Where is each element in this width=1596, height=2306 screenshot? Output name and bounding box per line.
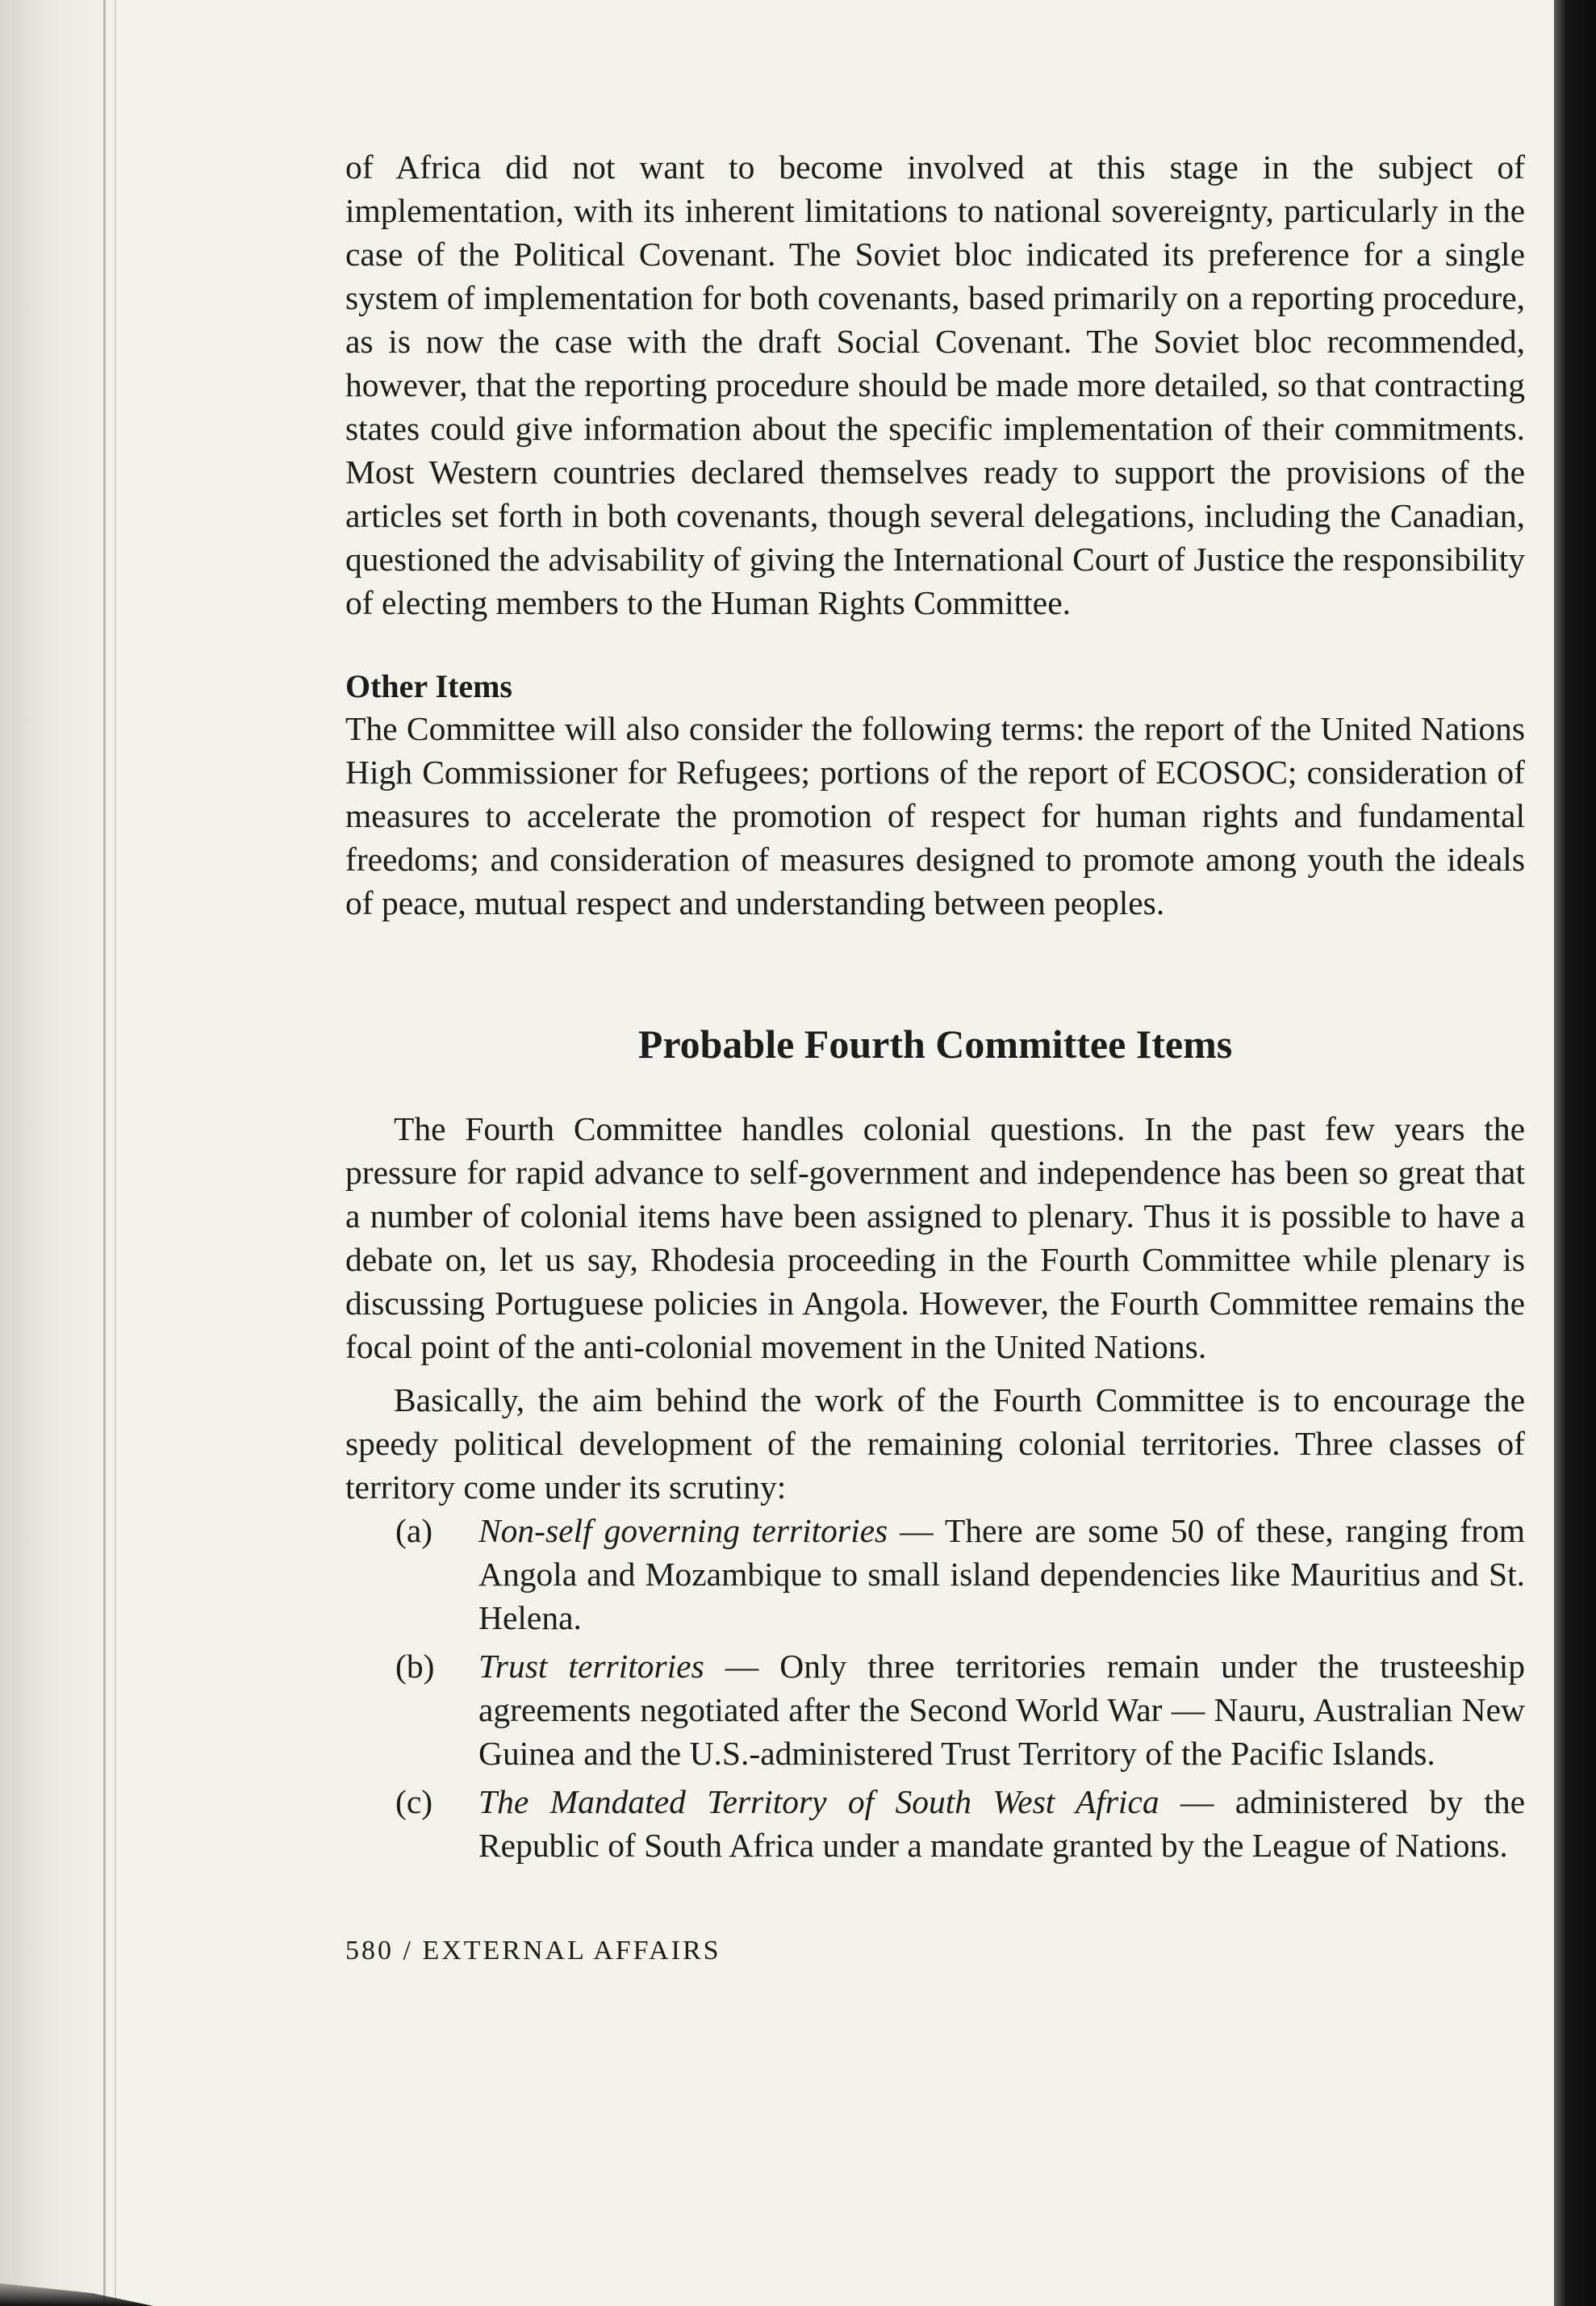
section-title: Probable Fourth Committee Items (637, 1021, 1233, 1067)
list-text: — There are some 50 of these, ranging from Angola and Mozambique to small island dependencies like Mauritius and St. Helena. (478, 1512, 1525, 1636)
list-term: Non-self governing territories (478, 1512, 888, 1549)
list-marker: (c) (395, 1783, 433, 1820)
other-items-heading: Other Items (345, 668, 512, 704)
list-text: — administered by the Republic of South Africa under a mandate granted by the League of Nations. (478, 1783, 1525, 1864)
scan-binding-edge-inner (115, 0, 116, 2306)
section-paragraph-2: Basically, the aim behind the work of the Fourth Committee is to encourage the speedy political development of the remaining colonial territories. Three classes of territory come under its scrutiny: (345, 1381, 1525, 1506)
list-item (345, 1509, 1525, 1640)
document-page (345, 145, 1525, 1967)
scan-right-edge (1554, 0, 1596, 2306)
list-marker: (b) (395, 1648, 435, 1685)
section-paragraph-1: The Fourth Committee handles colonial questions. In the past few years the pressure for rapid advance to self-government and independence has been so great that a number of colonial items have been assigned to plenary. Thus it is possible to have a debate on, let us say, Rhodesia proceeding in the Fourth Committee while plenary is discussing Portuguese policies in Angola. However, the Fourth Committee remains the focal point of the anti-colonial movement in the United Nations. (345, 1110, 1525, 1365)
list-item (345, 1780, 1525, 1867)
other-items-paragraph: The Committee will also consider the following terms: the report of the United Nations High Commissioner for Refugees; portions of the report of ECOSOC; consideration of measures to accelerate the promotion of respect for human rights and fundamental freedoms; and consideration of measures designed to promote among youth the ideals of peace, mutual respect and understanding between peoples. (345, 710, 1525, 921)
list-term: The Mandated Territory of South West Africa (478, 1783, 1159, 1820)
list-marker: (a) (395, 1512, 433, 1549)
list-item (345, 1644, 1525, 1775)
list-term: Trust territories (478, 1648, 704, 1685)
territory-list (345, 1509, 1525, 1867)
list-text: — Only three territories remain under the trusteeship agreements negotiated after the Second World War — Nauru, Australian New Guinea and the U.S.-administered Trust Territory of the Pacific Islands. (478, 1648, 1526, 1772)
page-footer: 580 / EXTERNAL AFFAIRS (345, 1936, 721, 1966)
body-paragraph-1: of Africa did not want to become involved at this stage in the subject of implementation, with its inherent limitations to national sovereignty, particularly in the case of the Political Covenant. The Soviet bloc indicated its preference for a single system of implementation for both covenants, based primarily on a reporting procedure, as is now the case with the draft Social Covenant. The Soviet bloc recommended, however, that the reporting procedure should be made more detailed, so that contracting states could give information about the specific implementation of their commitments. Most Western countries declared themselves ready to support the provisions of the articles set forth in both covenants, though several delegations, including the Canadian, questioned the advisability of giving the International Court of Justice the responsibility of electing members to the Human Rights Committee. (345, 148, 1525, 621)
scan-binding-edge (103, 0, 106, 2306)
